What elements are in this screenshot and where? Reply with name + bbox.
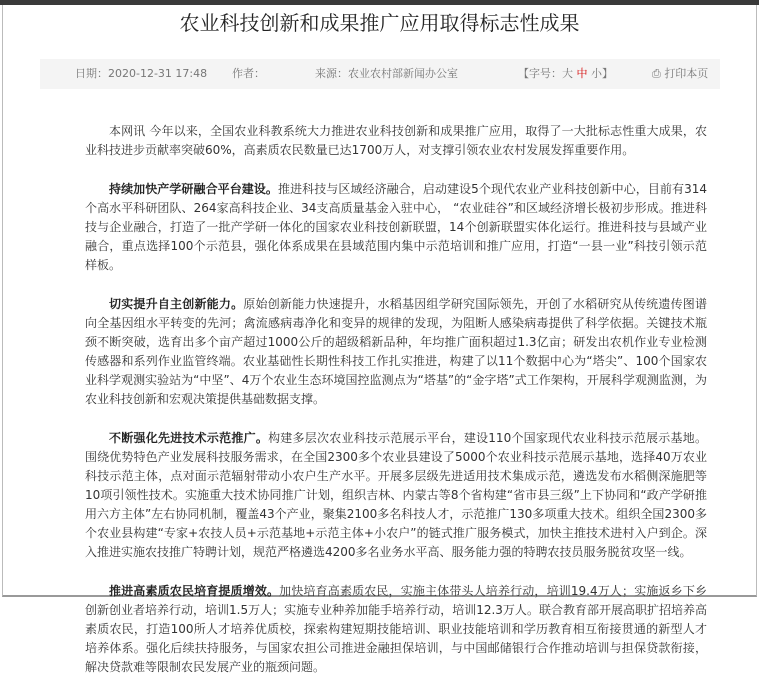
publish-date: 日期：2020-12-31 17:48 bbox=[75, 67, 208, 80]
font-small-button[interactable]: 小 bbox=[591, 67, 602, 80]
printer-icon: ⎙ bbox=[652, 67, 661, 80]
font-size-control: 【字号：大 中 小】 bbox=[518, 67, 613, 80]
article-meta-bar bbox=[40, 59, 720, 89]
paragraph: 不断强化先进技术示范推广。构建多层次农业科技示范展示平台，建设110个国家现代农业科技示范展示基地。围绕优势特色产业发展科技服务需求，在全国2300多个农业县建设了5000个农业科技示范展示基地，选择40万农业科技示范主体，点对面示范辐射带动小农户生产水平。开展多层级先进适用技术集成示范，遴选发布水稻侧深施肥等10项引领性技术。实施重大技术协同推广计划，组织吉林、内蒙古等8个省构建“省市县三级”上下协同和“政产学研推用六方主体”左右协同机制，覆盖43个产业，聚集2100多名科技人才，示范推广130多项重大技术。组织全国2300多个农业县构建“专家+农技人员+示范基地+示范主体+小农户”的链式推广服务模式，加快主推技术进村入户到企。深入推进实施农技推广特聘计划，规范严格遴选4200多名业务水平高、服务能力强的特聘农技员服务脱贫攻坚一线。 bbox=[85, 431, 707, 559]
paragraph: 切实提升自主创新能力。原始创新能力快速提升，水稻基因组学研究国际领先，开创了水稻研究从传统遗传图谱向全基因组水平转变的先河；禽流感病毒净化和变异的规律的发现，为阻断人感染病毒提供了科学依据。关键技术瓶颈不断突破，选育出多个亩产超过1000公斤的超级稻新品种，年均推广面积超过1.3亿亩；研发出农机作业专业检测传感器和系列作业监管终端。农业基础性长期性科技工作扎实推进，构建了以11个数据中心为“塔尖”、100个国家农业科学观测实验站为“中坚”、4万个农业生态环境国控监测点为“塔基”的“金字塔”式工作架构，开展科学观测监测，为农业科技创新和宏观决策提供基础数据支撑。 bbox=[85, 297, 707, 406]
author: 作者： bbox=[232, 67, 265, 80]
print-label: 打印本页 bbox=[664, 67, 709, 80]
paragraph-lead: 不断强化先进技术示范推广。 bbox=[109, 431, 269, 445]
paragraph: 推进高素质农民培育提质增效。加快培育高素质农民，实施主体带头人培养行动，培训19.4万人；实施返乡下乡创新创业者培养行动，培训1.5万人；实施专业种养加能手培养行动，培训12.3万人。联合教育部开展高职扩招培养高素质农民，打造100所人才培养优质校，探索构建短期技能培训、职业技能培训和学历教育相互衔接贯通的新型人才培养体系。强化后续扶持服务，与国家农担公司推进金融担保培训，与中国邮储银行合作推动培训与担保贷款衔接，解决贷款难等限制农民发展产业的瓶颈问题。 bbox=[85, 584, 707, 674]
font-large-button[interactable]: 大 bbox=[562, 67, 573, 80]
paragraph-lead: 持续加快产学研融合平台建设。 bbox=[109, 182, 279, 196]
article-body bbox=[85, 122, 707, 697]
paragraph: 本网讯 今年以来，全国农业科教系统大力推进农业科技创新和成果推广应用，取得了一大批标志性重大成果，农业科技进步贡献率突破60%，高素质农民数量已达1700万人，对支撑引领农业农村发展发挥重要作用。 bbox=[85, 124, 707, 157]
paragraph-lead: 推进高素质农民培育提质增效。 bbox=[109, 584, 280, 598]
paragraph: 持续加快产学研融合平台建设。推进科技与区域经济融合，启动建设5个现代农业产业科技创新中心，目前有314个高水平科研团队、264家高科技企业、34支高质量基金入驻中心， “农业硅谷”和区域经济增长极初步形成。推进科技与企业融合，打造了一批产学研一体化的国家农业科技创新联盟，14个创新联盟实体化运行。推进科技与县域产业融合，重点选择100个示范县，强化体系成果在县域范围内集中示范培训和推广应用，打造“一县一业”科技引领示范样板。 bbox=[85, 182, 707, 272]
article-title: 农业科技创新和成果推广应用取得标志性成果 bbox=[179, 11, 580, 35]
print-button[interactable] bbox=[652, 59, 708, 89]
paragraph-lead: 切实提升自主创新能力。 bbox=[109, 297, 244, 311]
font-medium-button[interactable]: 中 bbox=[576, 67, 588, 80]
source: 来源：农业农村部新闻办公室 bbox=[315, 67, 458, 80]
